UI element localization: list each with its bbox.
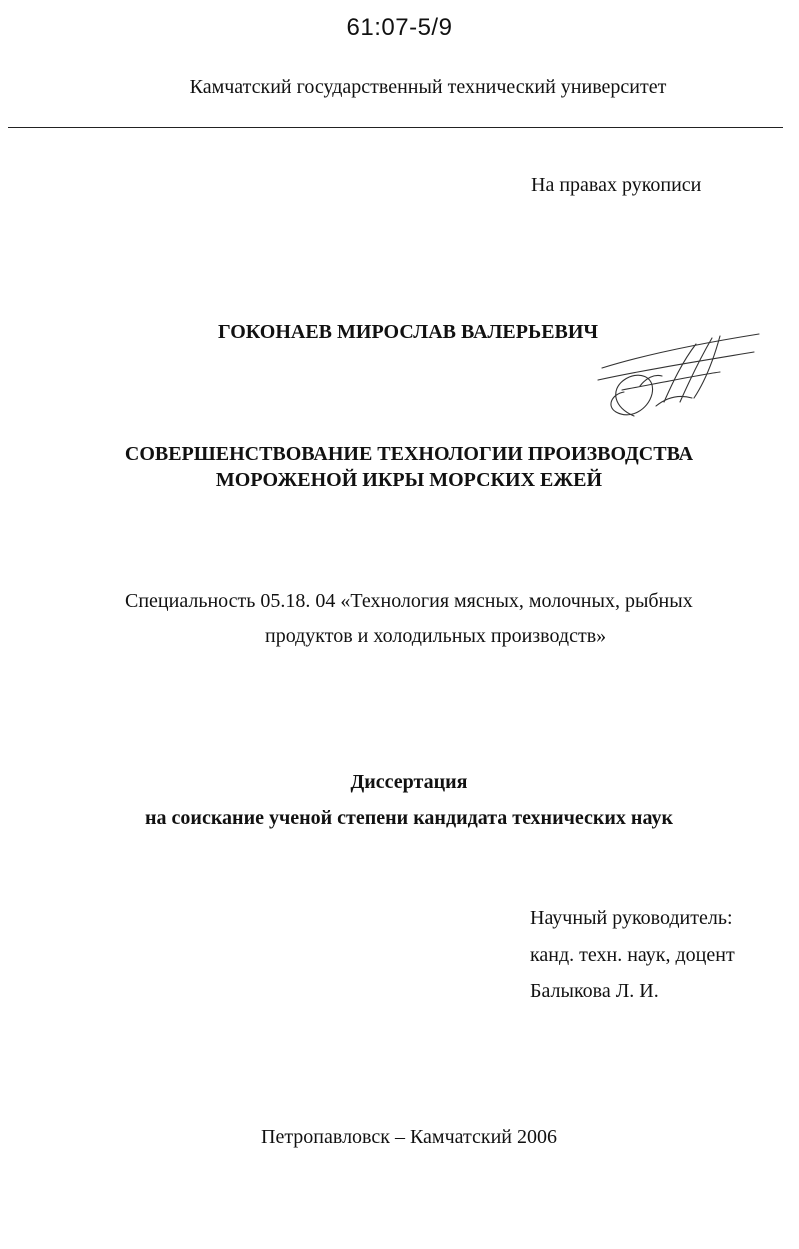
specialty-line-2: продуктов и холодильных производств» [265, 625, 607, 647]
place-and-year: Петропавловск – Камчатский 2006 [261, 1126, 557, 1148]
advisor-name: Балыкова Л. И. [530, 980, 659, 1002]
author-name: ГОКОНАЕВ МИРОСЛАВ ВАЛЕРЬЕВИЧ [218, 321, 599, 343]
university-name: Камчатский государственный технический университет [189, 76, 667, 98]
advisor-degree: канд. техн. наук, доцент [530, 944, 735, 966]
advisor-role: Научный руководитель: [530, 907, 733, 929]
header-divider [8, 127, 783, 128]
document-code: 61:07-5/9 [346, 14, 453, 41]
dissertation-subheading: на соискание ученой степени кандидата технических наук [145, 807, 673, 829]
rights-note: На правах рукописи [531, 174, 702, 196]
title-line-1: СОВЕРШЕНСТВОВАНИЕ ТЕХНОЛОГИИ ПРОИЗВОДСТВА [124, 443, 694, 465]
title-line-2: МОРОЖЕНОЙ ИКРЫ МОРСКИХ ЕЖЕЙ [215, 469, 603, 491]
signature-image [594, 328, 764, 424]
specialty-line-1: Специальность 05.18. 04 «Технология мясных, молочных, рыбных [125, 590, 693, 612]
dissertation-title [0, 441, 799, 493]
dissertation-heading: Диссертация [350, 771, 468, 793]
